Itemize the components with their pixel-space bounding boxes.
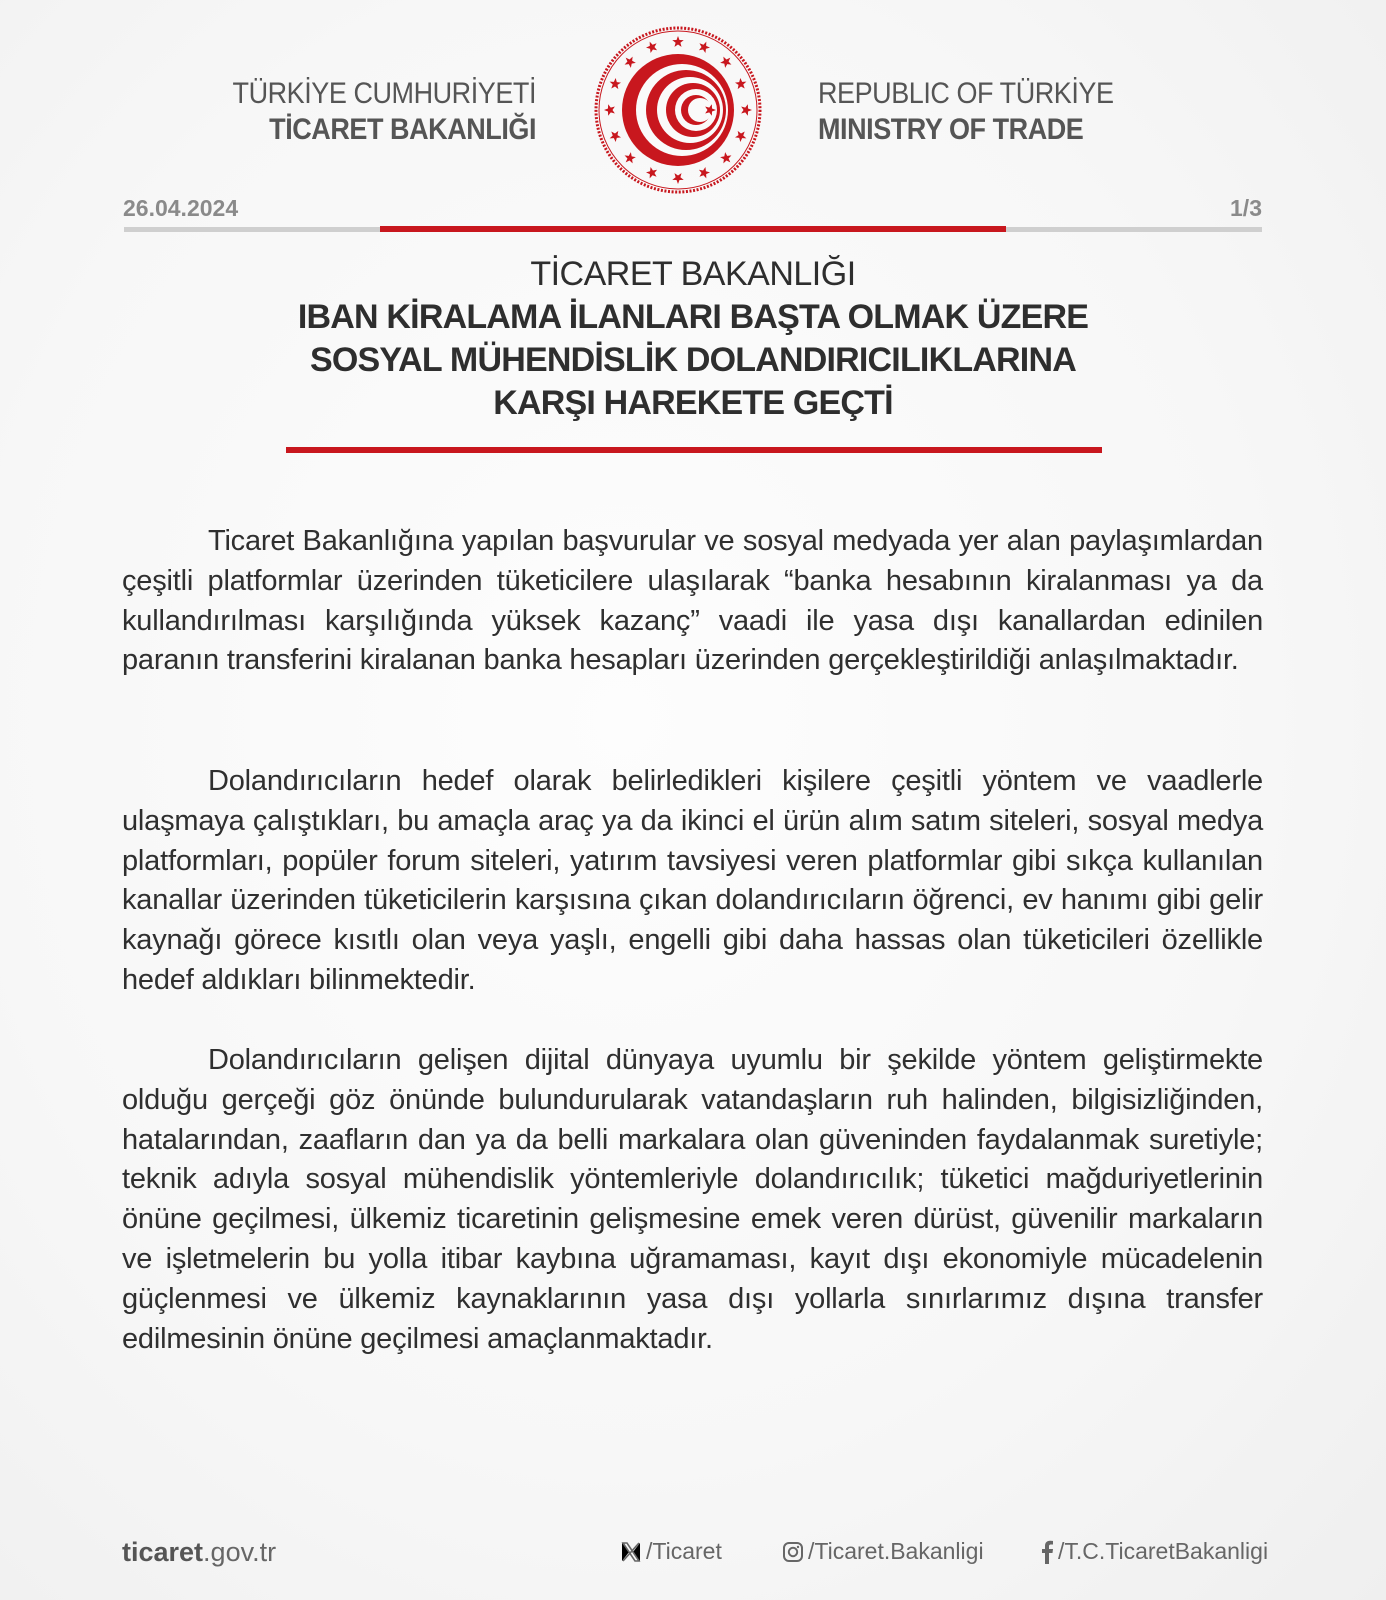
paragraph-text: Dolandırıcıların hedef olarak belirledikleri kişilere çeşitli yöntem ve vaadlerle ulaşmaya çalıştıkları, bu amaçla araç ya da ikinci el ürün alım satım siteleri, sosyal medya platformları, popüler forum siteleri, yatırım tavsiyesi veren platformlar gibi sıkça kullanılan kanallar üzerinden tüketicilerin karşısına çıkan dolandırıcıların öğrenci, ev hanımı gibi gelir kaynağı görece kısıtlı olan veya yaşlı, engelli gibi daha hassas olan tüketicileri özellikle hedef aldıkları bilinmektedir. — [122, 765, 1263, 996]
title-line-1: IBAN KİRALAMA İLANLARI BAŞTA OLMAK ÜZERE — [297, 298, 1089, 336]
header-right-block — [818, 76, 1218, 148]
seal-star-icon — [610, 78, 621, 89]
document-date: 26.04.2024 — [123, 195, 239, 221]
title-divider-red — [286, 447, 1102, 453]
paragraph-text: Ticaret Bakanlığına yapılan başvurular ve sosyal medyada yer alan paylaşımlardan çeşitli platformlar üzerinden tüketicilere ulaşılarak “banka hesabının kiralanması ya da kullandırılması karşılığında yüksek kazanç” vaadi ile yasa dışı kanallardan edinilen paranın transferini kiralanan banka hesapları üzerinden gerçekleştirildiği anlaşılmaktadır. — [122, 525, 1263, 677]
x-icon — [620, 1541, 642, 1563]
social-facebook-handle: /T.C.TicaretBakanligi — [1058, 1538, 1269, 1564]
seal-star-icon — [699, 42, 710, 53]
seal-star-icon — [625, 152, 636, 163]
seal-star-icon — [699, 167, 710, 178]
header-ministry-en: MINISTRY OF TRADE — [818, 113, 1084, 146]
page-number: 1/3 — [1230, 195, 1262, 221]
social-x-handle: /Ticaret — [646, 1538, 722, 1564]
title-ministry: TİCARET BAKANLIĞI — [530, 255, 856, 293]
title-line-3: KARŞI HAREKETE GEÇTİ — [493, 384, 893, 422]
seal-star-icon — [604, 104, 615, 115]
seal-star-icon — [720, 57, 731, 68]
social-instagram-handle: /Ticaret.Bakanligi — [808, 1538, 984, 1564]
header-country-en: REPUBLIC OF TÜRKİYE — [818, 77, 1114, 110]
header-left-block — [150, 76, 536, 148]
social-facebook-link[interactable] — [1040, 1538, 1268, 1565]
seal-star-icon — [735, 78, 746, 89]
body-paragraph-3 — [122, 1041, 1263, 1359]
press-release-title — [150, 252, 1236, 425]
seal-star-icon — [735, 131, 746, 142]
social-x-link[interactable] — [620, 1538, 722, 1565]
seal-star-icon — [720, 152, 731, 163]
seal-star-icon — [610, 131, 621, 142]
instagram-icon — [782, 1541, 804, 1563]
website-domain: .gov.tr — [203, 1537, 277, 1567]
body-paragraph-1 — [122, 522, 1263, 681]
seal-star-icon — [646, 167, 657, 178]
seal-star-icon — [672, 173, 683, 184]
header-ministry-tr: TİCARET BAKANLIĞI — [269, 113, 536, 146]
paragraph-text: Dolandırıcıların gelişen dijital dünyaya uyumlu bir şekilde yöntem geliştirmekte olduğu gerçeği göz önünde bulundurularak vatandaşların ruh halinden, bilgisizliğinden, hatalarından, zaafların dan ya da belli markalara olan güveninden faydalanmak suretiyle; teknik adıyla sosyal mühendislik yöntemleriyle dolandırıcılık; tüketici mağduriyetlerinin önüne geçilmesi, ülkemiz ticaretinin gelişmesine emek veren dürüst, güvenilir markaların ve işletmelerin bu yolla itibar kaybına uğramaması, kayıt dışı ekonomiyle mücadelenin güçlenmesi ve ülkemiz kaynaklarının yasa dışı yollarla sınırlarımız dışına transfer edilmesinin önüne geçilmesi amaçlanmaktadır. — [122, 1044, 1263, 1355]
website-bold: ticaret — [122, 1537, 204, 1567]
body-paragraph-2 — [122, 762, 1263, 1001]
title-line-2: SOSYAL MÜHENDİSLİK DOLANDIRICILIKLARINA — [310, 341, 1076, 379]
seal-star-icon — [625, 57, 636, 68]
seal-star-icon — [741, 104, 752, 115]
social-instagram-link[interactable] — [782, 1538, 984, 1565]
header-country-tr: TÜRKİYE CUMHURİYETİ — [232, 77, 536, 110]
seal-star-icon — [646, 42, 657, 53]
facebook-icon — [1040, 1540, 1054, 1564]
seal-star-icon — [672, 36, 683, 47]
website-link[interactable] — [122, 1537, 276, 1568]
ministry-seal-icon — [592, 24, 764, 196]
header-divider-red — [380, 226, 1006, 232]
